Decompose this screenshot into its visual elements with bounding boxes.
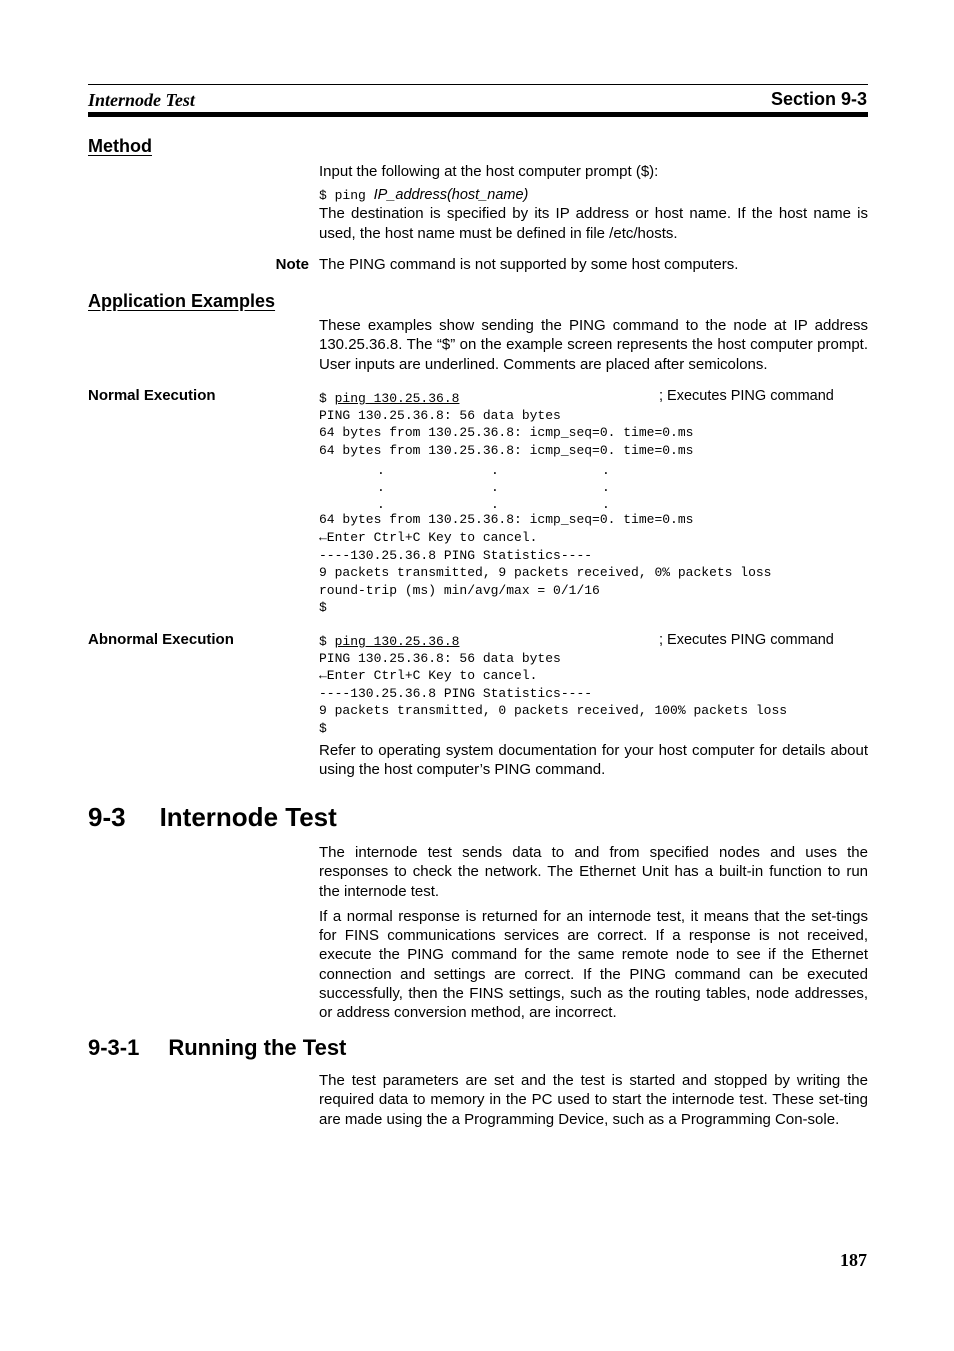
section-body <box>319 843 868 1023</box>
running-header-title: Internode Test <box>88 90 195 110</box>
user-input: ping 130.25.36.8 <box>334 391 460 406</box>
method-body <box>319 162 868 243</box>
output-line: 64 bytes from 130.25.36.8: icmp_seq=0. time=0.ms <box>319 425 694 441</box>
output-line: ←Enter Ctrl+C Key to cancel. <box>319 529 538 545</box>
output-line: PING 130.25.36.8: 56 data bytes <box>319 650 561 666</box>
comment: ; Executes PING command <box>659 388 834 404</box>
normal-execution-listing <box>319 389 868 617</box>
normal-execution-label: Normal Execution <box>88 387 216 404</box>
prompt: $ <box>319 391 335 406</box>
output-line: ----130.25.36.8 PING Statistics---- <box>319 685 593 701</box>
ellipsis-dots: . . . . . . . . . <box>377 463 610 513</box>
section-number: 9-3 <box>88 802 126 832</box>
normal-input-line <box>319 389 868 407</box>
section-paragraph-2: If a normal response is returned for an internode test, it means that the set-tings for FINS communications services are correct. If a response is not received, execute the PING command for the same remote node to see if the Ethernet connection and settings are correct. If the PING command can be executed successfully, then the FINS settings, such as the routing tables, node addresses, or address conversion method, are incorrect. <box>319 907 868 1022</box>
abnormal-execution-label: Abnormal Execution <box>88 631 234 648</box>
output-line: PING 130.25.36.8: 56 data bytes <box>319 407 561 423</box>
output-line: 64 bytes from 130.25.36.8: icmp_seq=0. time=0.ms <box>319 442 694 458</box>
header-rule-top <box>88 84 868 85</box>
note-text: The PING command is not supported by some host computers. <box>319 256 739 273</box>
method-heading: Method <box>88 136 152 156</box>
subsection-heading <box>88 1035 346 1061</box>
command-prefix: $ ping <box>319 188 374 204</box>
output-line: $ <box>319 600 327 616</box>
refer-paragraph: Refer to operating system documentation for your host computer for details about using the host computer’s PING command. <box>319 742 868 779</box>
section-title: Internode Test <box>159 802 337 832</box>
subsection-title: Running the Test <box>168 1035 347 1060</box>
running-header-section: Section 9-3 <box>770 89 867 109</box>
comment: ; Executes PING command <box>659 632 834 648</box>
output-line: ----130.25.36.8 PING Statistics---- <box>319 547 593 563</box>
page-number: 187 <box>840 1250 867 1270</box>
output-line: 9 packets transmitted, 0 packets received, 100% packets loss <box>319 703 788 719</box>
method-description: The destination is specified by its IP address or host name. If the host name is used, the host name must be defined in file /etc/hosts. <box>319 205 868 242</box>
subsection-paragraph-1: The test parameters are set and the test is started and stopped by writing the required data to memory in the PC used to start the internode test. These set-ting are made using the a Programming Device, such as a Programming Con-sole. <box>319 1072 868 1128</box>
application-examples-heading: Application Examples <box>88 291 276 311</box>
output-line: ←Enter Ctrl+C Key to cancel. <box>319 668 538 684</box>
prompt: $ <box>319 634 335 649</box>
header-rule-bottom <box>88 112 868 117</box>
method-command <box>319 185 868 204</box>
output-line: $ <box>319 720 327 736</box>
application-examples-intro: These examples show sending the PING command to the node at IP address 130.25.36.8. The “$” on the example screen represents the host computer prompt. User inputs are underlined. Comments are placed after semicolons. <box>319 317 868 373</box>
note-label: Note <box>275 256 309 273</box>
section-heading <box>88 802 337 833</box>
user-input: ping 130.25.36.8 <box>334 634 460 649</box>
abnormal-execution-listing <box>319 632 868 738</box>
method-intro: Input the following at the host computer prompt ($): <box>319 163 659 180</box>
command-argument: IP_address(host_name) <box>373 187 529 204</box>
abnormal-input-line <box>319 632 868 650</box>
section-paragraph-1: The internode test sends data to and from specified nodes and uses the responses to check the network. The Ethernet Unit has a built-in function to run the internode test. <box>319 844 868 900</box>
output-line: 9 packets transmitted, 9 packets received, 0% packets loss <box>319 565 772 581</box>
output-line: round-trip (ms) min/avg/max = 0/1/16 <box>319 582 600 598</box>
subsection-number: 9-3-1 <box>88 1035 140 1060</box>
output-line: 64 bytes from 130.25.36.8: icmp_seq=0. time=0.ms <box>319 512 694 528</box>
